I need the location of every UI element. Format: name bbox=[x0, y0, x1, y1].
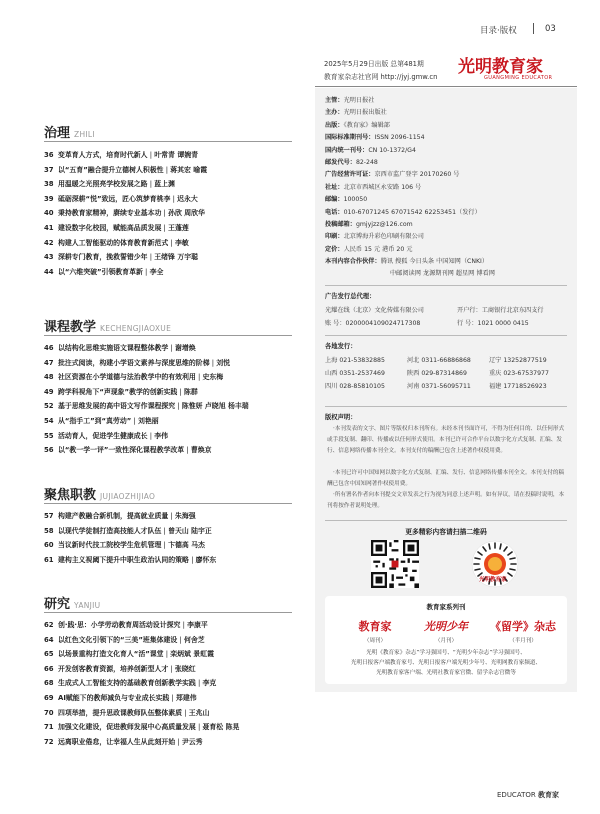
masthead-value: 腾讯 搜狐 今日头条 中国知网（CNKI） bbox=[380, 258, 489, 266]
toc-title: 创·践·思：小学劳动教育周活动设计探究 bbox=[58, 621, 181, 629]
divider bbox=[325, 335, 567, 336]
toc-title: AI赋能下的教师减负与专业成长实践 bbox=[58, 693, 170, 702]
separator: | bbox=[131, 416, 138, 425]
toc-list-zhili bbox=[44, 148, 294, 279]
toc-page-number: 70 bbox=[44, 708, 54, 717]
masthead-row bbox=[325, 256, 575, 268]
ad-agent-company: 光耀在线（北京）文化传媒有限公司 bbox=[325, 307, 424, 314]
separator: | bbox=[170, 194, 178, 203]
toc-item[interactable] bbox=[44, 553, 294, 568]
toc-page-number: 57 bbox=[44, 512, 54, 520]
section-heading-zhijiao bbox=[44, 484, 155, 503]
toc-title: 用温暖之光照亮学校发展之路 bbox=[58, 180, 148, 189]
page-number: 03 bbox=[545, 24, 556, 34]
toc-author: 尹云秀 bbox=[181, 737, 203, 746]
masthead-label: 投稿邮箱： bbox=[325, 220, 356, 228]
section-subtitle: JUJIAOZHIJIAO bbox=[100, 492, 156, 501]
section-subtitle: ZHILI bbox=[74, 130, 95, 139]
masthead-value: 100050 bbox=[343, 196, 368, 204]
toc-item[interactable] bbox=[44, 265, 294, 280]
toc-page-number: 49 bbox=[44, 387, 54, 396]
brand-name: 教育家 bbox=[358, 620, 392, 633]
section-rule bbox=[44, 612, 292, 613]
toc-page-number: 66 bbox=[44, 664, 54, 673]
notice-title: 版权声明： bbox=[325, 414, 357, 421]
section-subtitle: KECHENGJIAOXUE bbox=[100, 324, 172, 333]
toc-page-number: 38 bbox=[44, 180, 54, 189]
toc-page-number: 37 bbox=[44, 165, 54, 174]
qr-title: 更多精彩内容请扫描二维码 bbox=[405, 528, 487, 536]
separator: | bbox=[147, 180, 155, 189]
toc-page-number: 43 bbox=[44, 253, 54, 262]
separator: | bbox=[188, 555, 196, 564]
toc-author: 李敏 bbox=[174, 238, 189, 247]
brand-logo bbox=[458, 52, 578, 82]
separator: | bbox=[177, 387, 185, 396]
toc-title: 活动育人，促进学生健康成长 bbox=[58, 431, 148, 440]
toc-item[interactable] bbox=[44, 676, 294, 691]
section-heading-yanjiu bbox=[44, 593, 100, 612]
toc-author: 李伟 bbox=[154, 431, 169, 440]
toc-author: 陈惟妍 卢晓旭 杨丰瑞 bbox=[181, 402, 249, 411]
toc-item[interactable] bbox=[44, 618, 294, 633]
masthead-value: 82-248 bbox=[355, 158, 378, 166]
toc-author: 刘悦 bbox=[216, 358, 231, 367]
toc-item[interactable] bbox=[44, 250, 294, 265]
toc-item[interactable] bbox=[44, 236, 294, 251]
masthead-value: 010-67071245 67071542 62253451（发行） bbox=[343, 208, 481, 216]
toc-page-number: 54 bbox=[44, 416, 54, 425]
masthead-row bbox=[325, 107, 575, 119]
website-info: 教育家杂志社官网 http://jyj.gmw.cn bbox=[324, 73, 438, 81]
masthead-value: CN 10-1372/G4 bbox=[368, 146, 416, 154]
toc-author: 王兆山 bbox=[188, 708, 210, 717]
toc-item[interactable] bbox=[44, 206, 294, 221]
toc-author: 张晓红 bbox=[174, 664, 196, 673]
section-subtitle: YANJIU bbox=[74, 601, 101, 610]
masthead-value: 京西市监广登字 20170260 号 bbox=[374, 171, 460, 179]
toc-author: 叶常青 谭婉青 bbox=[154, 151, 199, 159]
toc-list-kecheng bbox=[44, 341, 294, 458]
toc-list-yanjiu bbox=[44, 618, 294, 749]
toc-title: 建设数字化校园，赋能高品质发展 bbox=[58, 223, 162, 232]
series-channel-line: 光明《教育家》杂志”学习强国号、“光明少年杂志”学习强国号、 bbox=[366, 650, 526, 656]
masthead-label: 国际标准期刊号： bbox=[325, 134, 375, 142]
toc-title: 跨学科视角下“声现象”教学的创新实践 bbox=[58, 387, 178, 396]
qr-code-icon[interactable] bbox=[371, 540, 419, 588]
toc-page-number: 62 bbox=[44, 621, 54, 629]
separator: | bbox=[175, 402, 182, 411]
toc-page-number: 55 bbox=[44, 431, 54, 440]
distribution-contact: 重庆 023-67537977 bbox=[489, 370, 549, 377]
toc-author: 李康平 bbox=[187, 621, 208, 629]
section-rule bbox=[44, 503, 292, 504]
distribution-contact: 河南 0371-56095711 bbox=[407, 383, 471, 390]
toc-page-number: 39 bbox=[44, 194, 54, 203]
toc-page-number: 69 bbox=[44, 693, 54, 702]
separator: | bbox=[147, 431, 155, 440]
toc-item[interactable] bbox=[44, 356, 294, 371]
series-channel-line: 光明日报客户端教育家号、光明日报客户端光明少年号、光明网教育家频道、 bbox=[350, 660, 542, 666]
toc-author: 陈群 bbox=[184, 387, 198, 396]
toc-title: 以红色文化引领下的“三美”班集体建设 bbox=[58, 635, 178, 644]
masthead-row bbox=[325, 219, 575, 231]
toc-author: 谢增焕 bbox=[174, 344, 196, 352]
section-title: 治理 bbox=[44, 126, 71, 141]
ad-agent-bank: 开户行：工商银行北京东四支行 bbox=[457, 307, 544, 314]
masthead-label: 印刷： bbox=[325, 233, 344, 241]
toc-item[interactable] bbox=[44, 370, 294, 385]
masthead-label: 主管： bbox=[325, 97, 344, 104]
masthead-label: 邮发代号： bbox=[325, 158, 356, 166]
toc-title: 以“五育”融合提升立德树人积极性 bbox=[58, 165, 164, 174]
toc-author: 李克 bbox=[202, 679, 217, 688]
toc-author: 孙欣 周欣华 bbox=[168, 209, 205, 218]
separator: | bbox=[177, 635, 185, 644]
series-panel bbox=[325, 596, 567, 684]
masthead-value: 《教育家》编辑部 bbox=[343, 121, 390, 129]
toc-author: 李全 bbox=[149, 267, 164, 276]
masthead-value: 光明日报出版社 bbox=[343, 109, 387, 117]
ad-agent-bank-no: 行 号：1021 0000 0415 bbox=[457, 320, 529, 327]
masthead-list bbox=[325, 95, 575, 268]
distribution-contact: 福建 17718526923 bbox=[489, 383, 547, 390]
masthead-label: 电话： bbox=[325, 208, 344, 216]
section-title: 研究 bbox=[44, 597, 71, 612]
notice-paragraph: ·本刊发表的文字、图片等版权归本刊所有。未经本刊书面许可，不得为任何目的、以任何形式或手段复制、翻印、传播或以任何形式使用。本刊已许可合作平台以数字化方式复制、汇编、发行、信息网络传播本刊全文。本刊支付的稿酬已包含上述著作权使用费。 bbox=[327, 426, 565, 454]
notice-paragraph: ·所有署名作者向本刊提交文章发表之行为视为同意上述声明。如有异议，请在投稿时说明，本刊将按作者说明处理。 bbox=[327, 492, 565, 509]
logo-text: 光明教育家 bbox=[458, 57, 543, 77]
toc-item[interactable] bbox=[44, 192, 294, 207]
masthead-row bbox=[325, 145, 575, 157]
toc-title: 深耕专门教育，挽救誓错少年 bbox=[58, 253, 148, 262]
toc-item[interactable] bbox=[44, 163, 294, 178]
brand-frequency: （月刊） bbox=[434, 638, 457, 644]
footer bbox=[497, 790, 559, 800]
toc-page-number: 58 bbox=[44, 526, 54, 535]
footer-en: EDUCATOR bbox=[497, 791, 536, 799]
toc-item[interactable] bbox=[44, 221, 294, 236]
masthead-label: 社址： bbox=[325, 183, 344, 191]
separator: | bbox=[168, 512, 175, 520]
toc-item[interactable] bbox=[44, 509, 294, 524]
logo-subtext: GUANGMING EDUCATOR bbox=[484, 75, 553, 81]
distribution-title: 各地发行： bbox=[325, 343, 357, 350]
separator: | bbox=[175, 737, 182, 746]
toc-page-number: 60 bbox=[44, 541, 54, 550]
masthead-row bbox=[325, 120, 575, 132]
series-channel-line: 光明教育家客户端、光明社教育家官微、留学杂志官微等 bbox=[376, 670, 516, 676]
masthead-row bbox=[325, 95, 575, 107]
separator: | bbox=[180, 621, 188, 629]
toc-item[interactable] bbox=[44, 691, 294, 706]
masthead-label: 定价： bbox=[325, 245, 344, 253]
distribution-contact: 陕西 029-87314869 bbox=[407, 370, 467, 377]
masthead-value: ISSN 2096-1154 bbox=[374, 134, 425, 142]
toc-title: 以“教一学一评”一致性深化课程教学改革 bbox=[58, 446, 185, 455]
toc-item[interactable] bbox=[44, 720, 294, 735]
toc-item[interactable] bbox=[44, 633, 294, 648]
toc-item[interactable] bbox=[44, 647, 294, 662]
masthead-row bbox=[325, 244, 575, 256]
toc-item[interactable] bbox=[44, 177, 294, 192]
masthead-label: 本刊内容合作伙伴： bbox=[325, 258, 381, 266]
toc-item[interactable] bbox=[44, 524, 294, 539]
toc-title: 基于思维发展的高中语文写作课程探究 bbox=[58, 402, 176, 411]
toc-item[interactable] bbox=[44, 341, 294, 356]
toc-item[interactable] bbox=[44, 399, 294, 414]
toc-title: 社区资源在小学道德与法治教学中的有效利用 bbox=[58, 373, 196, 382]
toc-title: 以场景重构打造文化育人“活”课堂 bbox=[58, 650, 164, 659]
separator: | bbox=[163, 650, 171, 659]
mini-program-badge: 光明教育家 bbox=[479, 577, 507, 583]
toc-title: 以“六维突破”引领教育革新 bbox=[58, 267, 143, 276]
separator: | bbox=[161, 209, 169, 218]
masthead-value: 北京市西城区永安路 106 号 bbox=[343, 183, 422, 191]
section-rule bbox=[44, 335, 292, 336]
separator: | bbox=[195, 723, 203, 732]
ad-agent-account: 账 号：0200004109024717308 bbox=[325, 320, 421, 327]
toc-page-number: 48 bbox=[44, 373, 54, 382]
separator: | bbox=[209, 358, 217, 367]
masthead-label: 出版： bbox=[325, 121, 344, 129]
toc-page-number: 47 bbox=[44, 358, 54, 367]
toc-author: 何舍芝 bbox=[184, 635, 205, 644]
separator: | bbox=[161, 541, 169, 550]
toc-page-number: 56 bbox=[44, 446, 54, 455]
masthead-label: 国内统一刊号： bbox=[325, 146, 369, 154]
brand-frequency: （周刊） bbox=[363, 638, 386, 644]
brand-jiaoyujia[interactable] bbox=[345, 618, 405, 644]
section-title: 课程教学 bbox=[44, 320, 97, 335]
toc-author: 卞德高 马杰 bbox=[168, 541, 205, 550]
toc-author: 王蓬莲 bbox=[168, 223, 189, 232]
distribution-contact: 辽宁 13252877519 bbox=[489, 357, 547, 364]
masthead-row bbox=[325, 207, 575, 219]
toc-item[interactable] bbox=[44, 662, 294, 677]
toc-author: 王绪锋 万宇聪 bbox=[154, 253, 199, 262]
toc-page-number: 40 bbox=[44, 209, 54, 218]
separator: | bbox=[168, 664, 175, 673]
divider bbox=[325, 520, 567, 521]
toc-author: 蓝上渊 bbox=[154, 180, 175, 189]
section-rule bbox=[44, 141, 292, 142]
toc-author: 聂育松 陈晃 bbox=[202, 723, 240, 732]
toc-title: 远离职业倦怠，让幸福人生从此刻开始 bbox=[58, 737, 176, 746]
ad-agent-title: 广告发行总代理： bbox=[325, 293, 376, 300]
toc-list-zhijiao bbox=[44, 509, 294, 567]
toc-title: 四项举措，提升思政课教师队伍整体素质 bbox=[58, 708, 183, 717]
brand-liuxue[interactable] bbox=[483, 618, 563, 644]
toc-item[interactable] bbox=[44, 538, 294, 553]
toc-page-number: 46 bbox=[44, 344, 54, 352]
toc-page-number: 71 bbox=[44, 723, 54, 732]
separator: | bbox=[168, 238, 175, 247]
notice-paragraph: ·本刊已许可中国知网以数字化方式复制、汇编、发行、信息网络传播本刊全文。本刊支付的稿酬已包含中国知网著作权使用费。 bbox=[327, 470, 565, 487]
toc-title: 加强文化建设，促进教师发展中心高质量发展 bbox=[58, 723, 196, 732]
toc-item[interactable] bbox=[44, 414, 294, 429]
toc-page-number: 68 bbox=[44, 679, 54, 688]
brand-guangming-shaonian[interactable] bbox=[416, 618, 476, 644]
separator: | bbox=[142, 267, 150, 276]
section-label: 目录·版权 bbox=[480, 26, 517, 36]
toc-author: 朱海强 bbox=[174, 512, 196, 520]
masthead-row bbox=[325, 132, 575, 144]
toc-title: 开发创客教育资源，培养创新型人才 bbox=[58, 664, 169, 673]
distribution-contact: 四川 028-85810105 bbox=[325, 383, 385, 390]
brand-frequency: （半月刊） bbox=[509, 638, 537, 644]
toc-title: 砥砺深耕“悦”致远，匠心筑梦育桃李 bbox=[58, 194, 171, 203]
section-heading-zhili bbox=[44, 122, 95, 141]
toc-title: 秉持教育家精神，赓续专业基本功 bbox=[58, 209, 162, 218]
toc-author: 刘艳丽 bbox=[137, 416, 159, 425]
toc-title: 变革育人方式，培育时代新人 bbox=[58, 151, 148, 159]
toc-item[interactable] bbox=[44, 148, 294, 163]
toc-item[interactable] bbox=[44, 429, 294, 444]
separator: | bbox=[195, 373, 203, 382]
partners-extra: 中邮阅读网 龙源期刊网 超星网 博看网 bbox=[390, 270, 495, 277]
toc-author: 廖怀东 bbox=[195, 555, 217, 564]
divider bbox=[325, 285, 567, 286]
toc-title: 批注式阅读，构建小学语文素养与深度思维的阶梯 bbox=[58, 358, 210, 367]
masthead-label: 主办： bbox=[325, 109, 344, 117]
series-title: 教育家系列刊 bbox=[426, 603, 466, 611]
distribution-contact: 河北 0311-66886868 bbox=[407, 357, 471, 364]
masthead-value: 人民币 15 元 港币 20 元 bbox=[343, 245, 413, 253]
toc-title: 以结构化思维实施语文课程整体教学 bbox=[58, 344, 169, 352]
section-title: 聚焦职教 bbox=[44, 488, 97, 503]
toc-author: 蒋其宏 喻霞 bbox=[170, 165, 208, 174]
toc-item[interactable] bbox=[44, 706, 294, 721]
toc-author: 栾炳斌 景虹霞 bbox=[170, 650, 214, 659]
separator: | bbox=[161, 223, 169, 232]
toc-page-number: 61 bbox=[44, 555, 54, 564]
toc-page-number: 36 bbox=[44, 151, 54, 159]
masthead-row bbox=[325, 169, 575, 181]
toc-author: 郑建伟 bbox=[175, 693, 197, 702]
separator: | bbox=[182, 708, 189, 717]
footer-cn: 教育家 bbox=[537, 791, 559, 799]
toc-page-number: 41 bbox=[44, 223, 54, 232]
brand-name: 光明少年 bbox=[424, 620, 468, 633]
separator: | bbox=[147, 253, 155, 262]
masthead-label: 广告经营许可证： bbox=[325, 171, 375, 179]
issue-info: 2025年5月29日出版 总第481期 bbox=[324, 60, 424, 68]
toc-author: 曾天山 陆宇正 bbox=[168, 526, 212, 535]
separator: | bbox=[168, 344, 175, 352]
toc-item[interactable] bbox=[44, 735, 294, 750]
toc-page-number: 64 bbox=[44, 635, 54, 644]
masthead-row bbox=[325, 157, 575, 169]
toc-title: 以现代学徒制打造高技能人才队伍 bbox=[58, 526, 162, 535]
separator: | bbox=[147, 151, 155, 159]
separator: | bbox=[195, 679, 203, 688]
toc-item[interactable] bbox=[44, 443, 294, 458]
masthead-value: 光明日报社 bbox=[343, 97, 375, 104]
separator: | bbox=[169, 693, 176, 702]
toc-title: 构建人工智能驱动的体育教育新范式 bbox=[58, 238, 169, 247]
separator: | bbox=[184, 446, 191, 455]
copyright-panel bbox=[315, 88, 577, 692]
masthead-value: gmjyjzz@126.com bbox=[355, 220, 413, 228]
toc-page-number: 44 bbox=[44, 267, 54, 276]
divider bbox=[533, 23, 534, 34]
separator: | bbox=[161, 526, 169, 535]
top-rule bbox=[315, 86, 577, 87]
toc-author: 曹焕京 bbox=[190, 446, 212, 455]
toc-page-number: 52 bbox=[44, 402, 54, 411]
masthead-value: 北京博海升彩色印刷有限公司 bbox=[343, 233, 424, 241]
masthead-row bbox=[325, 182, 575, 194]
separator: | bbox=[163, 165, 171, 174]
toc-page-number: 72 bbox=[44, 737, 54, 746]
distribution-contact: 山西 0351-2537469 bbox=[325, 370, 385, 377]
toc-title: 建构主义视阈下提升中职生政治认同的策略 bbox=[58, 555, 189, 564]
distribution-contact: 上海 021-53832885 bbox=[325, 357, 385, 364]
divider bbox=[325, 406, 567, 407]
toc-title: 构建产教融合新机制，提高就业质量 bbox=[58, 512, 169, 520]
toc-page-number: 65 bbox=[44, 650, 54, 659]
toc-author: 迟永大 bbox=[177, 194, 198, 203]
toc-item[interactable] bbox=[44, 385, 294, 400]
toc-title: 生成式人工智能支持的基础教育创新教学实践 bbox=[58, 679, 196, 688]
toc-author: 史东梅 bbox=[202, 373, 224, 382]
brand-name: 《留学》杂志 bbox=[490, 620, 556, 633]
masthead-label: 邮编： bbox=[325, 196, 344, 204]
toc-title: 当议新时代技工院校学生危机管理 bbox=[58, 541, 162, 550]
toc-title: 从“指手工”到“真劳动” bbox=[58, 416, 132, 425]
masthead-row bbox=[325, 231, 575, 243]
toc-page-number: 42 bbox=[44, 238, 54, 247]
section-heading-kecheng bbox=[44, 316, 171, 335]
masthead-row bbox=[325, 194, 575, 206]
